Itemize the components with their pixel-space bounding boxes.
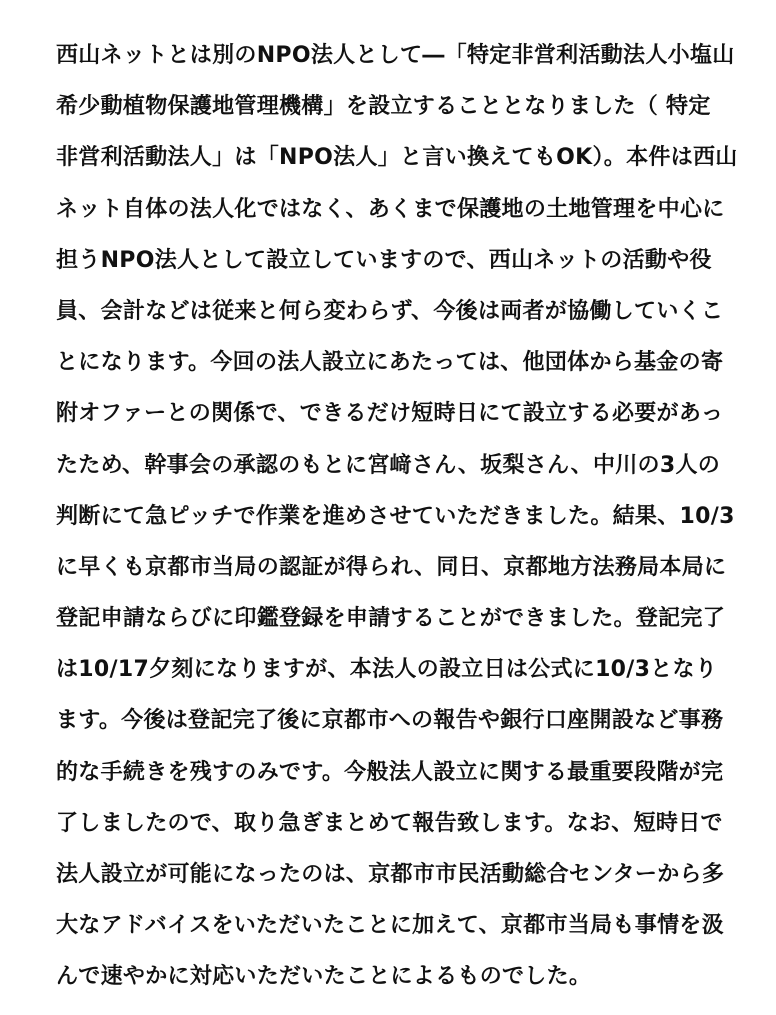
report-paragraph [56,30,756,1003]
text-line: たため、幹事会の承認のもとに宮﨑さん、坂梨さん、中川の3人の [56,452,721,478]
text-line: とになります。今回の法人設立にあたっては、他団体から基金の寄 [56,350,724,376]
text-line: 西山ネットとは別のNPO法人として―「特定非営利活動法人小塩山 [56,43,735,68]
text-line: 大なアドバイスをいただいたことに加えて、京都市当局も事情を汲 [56,913,724,939]
text-line: 員、会計などは従来と何ら変わらず、今後は両者が協働していくこ [56,298,724,324]
text-line: は10/17夕刻になりますが、本法人の設立日は公式に10/3となり [56,657,718,683]
text-line: んで速やかに対応いただいたことによるものでした。 [56,964,592,990]
text-line: 法人設立が可能になったのは、京都市市民活動総合センターから多 [56,862,725,887]
text-line: 附オファーとの関係で、できるだけ短時日にて設立する必要があっ [56,401,724,427]
text-line: 的な手続きを残すのみです。今般法人設立に関する最重要段階が完 [56,759,724,785]
text-line: 希少動植物保護地管理機構」を設立することとなりました（ 特定 [56,94,711,120]
text-line: 登記申請ならびに印鑑登録を申請することができました。登記完了 [56,606,726,632]
text-line: 担うNPO法人として設立していますので、西山ネットの活動や役 [56,247,712,273]
text-line: ます。今後は登記完了後に京都市への報告や銀行口座開設など事務 [56,708,724,734]
text-line: 了しましたので、取り急ぎまとめて報告致します。なお、短時日で [56,810,723,836]
text-line: に早くも京都市当局の認証が得られ、同日、京都地方法務局本局に [56,554,727,580]
text-line: 判断にて急ピッチで作業を進めさせていただきました。結果、10/3 [56,503,735,529]
text-line: 非営利活動法人」は「NPO法人」と言い換えてもOK）。本件は西山 [56,145,738,171]
text-line: ネット自体の法人化ではなく、あくまで保護地の土地管理を中心に [56,196,725,222]
